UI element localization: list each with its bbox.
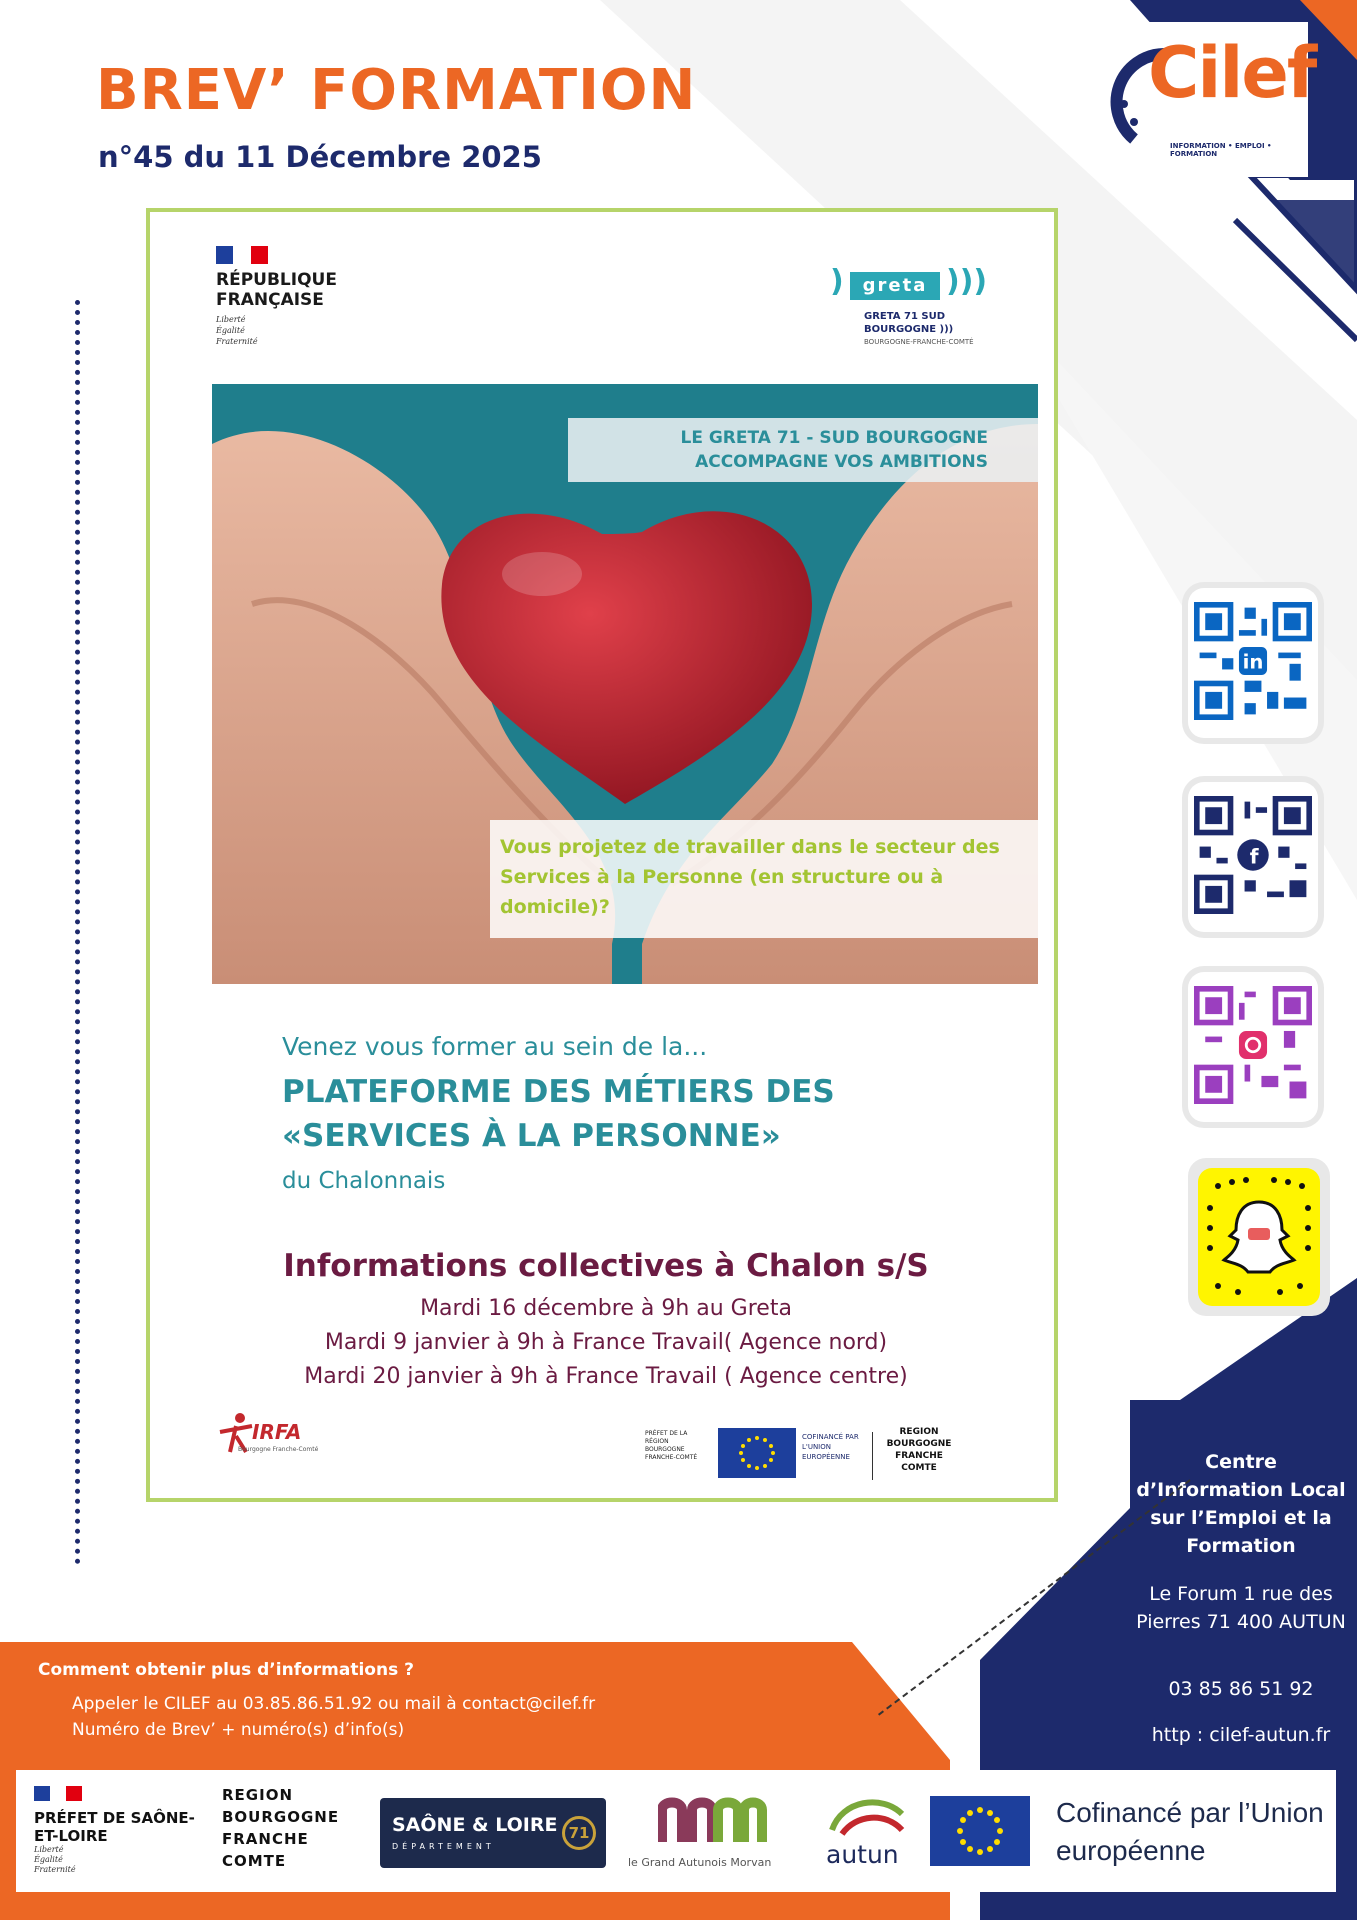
autun-logo <box>822 1790 912 1880</box>
greta-badge: greta <box>850 272 940 300</box>
website-link[interactable]: http : cilef-autun.fr <box>1151 1724 1331 1746</box>
greta-paren-left-icon: ) <box>830 264 844 299</box>
phone-number[interactable]: 03 85 86 51 92 <box>1168 1678 1314 1700</box>
plateforme-line1: PLATEFORME DES MÉTIERS DES <box>282 1074 835 1110</box>
grand-autunois-text: le Grand Autunois Morvan <box>628 1856 772 1869</box>
grand-autunois-icon <box>658 1794 768 1846</box>
svg-text:f: f <box>1249 844 1259 869</box>
greta-paren-right-icon: ))) <box>946 264 988 299</box>
linkedin-qr-code <box>1194 602 1312 720</box>
foot-prefet: PRÉFET DE LA RÉGION BOURGOGNE FRANCHE-COMTÉ <box>645 1430 698 1461</box>
dotted-divider <box>75 300 80 1565</box>
autun-text: autun <box>826 1840 899 1869</box>
greta-banner-text: LE GRETA 71 - SUD BOURGOGNE ACCOMPAGNE VOS AMBITIONS <box>680 428 988 472</box>
republique-francaise: RÉPUBLIQUE FRANÇAISE <box>216 270 337 310</box>
chalonnais-text: du Chalonnais <box>282 1168 446 1194</box>
venez-text: Venez vous former au sein de la... <box>282 1032 708 1061</box>
question-text: Vous projetez de travailler dans le secteur des Services à la Personne (en structure ou à domicile)? <box>500 836 1000 918</box>
prefet-motto: Liberté Égalité Fraternité <box>34 1845 76 1874</box>
plateforme-line2: «SERVICES À LA PERSONNE» <box>282 1118 781 1154</box>
instagram-qr[interactable] <box>1188 972 1318 1122</box>
eu-flag-icon <box>718 1428 796 1478</box>
greta-banner <box>568 418 1038 482</box>
hands-heart-photo <box>212 384 1038 984</box>
eu-cofinance-text: Cofinancé par l’Union européenne <box>1056 1797 1324 1866</box>
info-title: Informations collectives à Chalon s/S <box>283 1248 929 1284</box>
info-bar-line1[interactable]: Appeler le CILEF au 03.85.86.51.92 ou mail à contact@cilef.fr <box>72 1694 596 1714</box>
grand-autunois-logo <box>628 1794 798 1874</box>
region-logo: REGION BOURGOGNE FRANCHE COMTE <box>222 1786 340 1870</box>
greta-region: BOURGOGNE-FRANCHE-COMTÉ <box>864 338 974 346</box>
facebook-qr[interactable] <box>1188 782 1318 932</box>
facebook-qr-code <box>1194 796 1312 914</box>
prefet-text: PRÉFET DE SAÔNE-ET-LOIRE <box>34 1809 195 1845</box>
snapchat-icon <box>1198 1168 1320 1306</box>
sponsor-band <box>16 1770 1336 1892</box>
question-box <box>490 820 1038 938</box>
saone-title: SAÔNE & LOIRE <box>392 1814 558 1836</box>
instagram-qr-code <box>1194 986 1312 1104</box>
greta-name: GRETA 71 SUD BOURGOGNE ))) <box>864 311 954 335</box>
info-bar-title: Comment obtenir plus d’informations ? <box>38 1660 414 1680</box>
issue-subtitle: n°45 du 11 Décembre 2025 <box>98 140 542 174</box>
info-bar-line2: Numéro de Brev’ + numéro(s) d’info(s) <box>72 1720 405 1740</box>
logo-wordmark: Cilef <box>1148 32 1316 114</box>
foot-separator <box>872 1432 873 1480</box>
republique-motto: Liberté Égalité Fraternité <box>216 315 258 346</box>
address: Le Forum 1 rue des Pierres 71 400 AUTUN <box>1136 1583 1346 1633</box>
logo-tagline: INFORMATION • EMPLOI • FORMATION <box>1170 142 1272 158</box>
republique-flag-icon <box>216 246 268 264</box>
cilef-full-name: Centre d’Information Local sur l’Emploi et la Formation <box>1136 1451 1346 1557</box>
info-line: Mardi 20 janvier à 9h à France Travail ( Agence centre) <box>304 1364 908 1389</box>
foot-region: REGION BOURGOGNE FRANCHE COMTE <box>886 1427 952 1473</box>
irfa-sub: Bourgogne Franche-Comté <box>238 1446 319 1453</box>
instagram-icon <box>1239 1031 1267 1059</box>
saone-sub: DÉPARTEMENT <box>392 1842 495 1851</box>
info-line: Mardi 9 janvier à 9h à France Travail( Agence nord) <box>324 1330 888 1355</box>
snapchat-qr[interactable] <box>1188 1158 1330 1316</box>
saone-number: 71 <box>562 1816 596 1850</box>
snapcode <box>1198 1168 1320 1306</box>
prefet-logo <box>34 1786 204 1875</box>
eu-flag-icon <box>930 1796 1030 1866</box>
cilef-logo[interactable] <box>1100 22 1316 177</box>
autun-swoosh-icon <box>822 1790 912 1838</box>
brev-title: BREV’ FORMATION <box>96 58 697 123</box>
svg-text:in: in <box>1242 650 1264 674</box>
greta-flyer <box>146 208 1058 1502</box>
prefet-flag-icon <box>34 1786 82 1801</box>
info-line: Mardi 16 décembre à 9h au Greta <box>420 1296 792 1321</box>
irfa-logo: IRFA <box>252 1420 302 1444</box>
linkedin-qr[interactable] <box>1188 588 1318 738</box>
saone-loire-logo <box>380 1798 606 1868</box>
foot-cofinance: COFINANCÉ PAR L'UNION EUROPÉENNE <box>802 1433 859 1461</box>
